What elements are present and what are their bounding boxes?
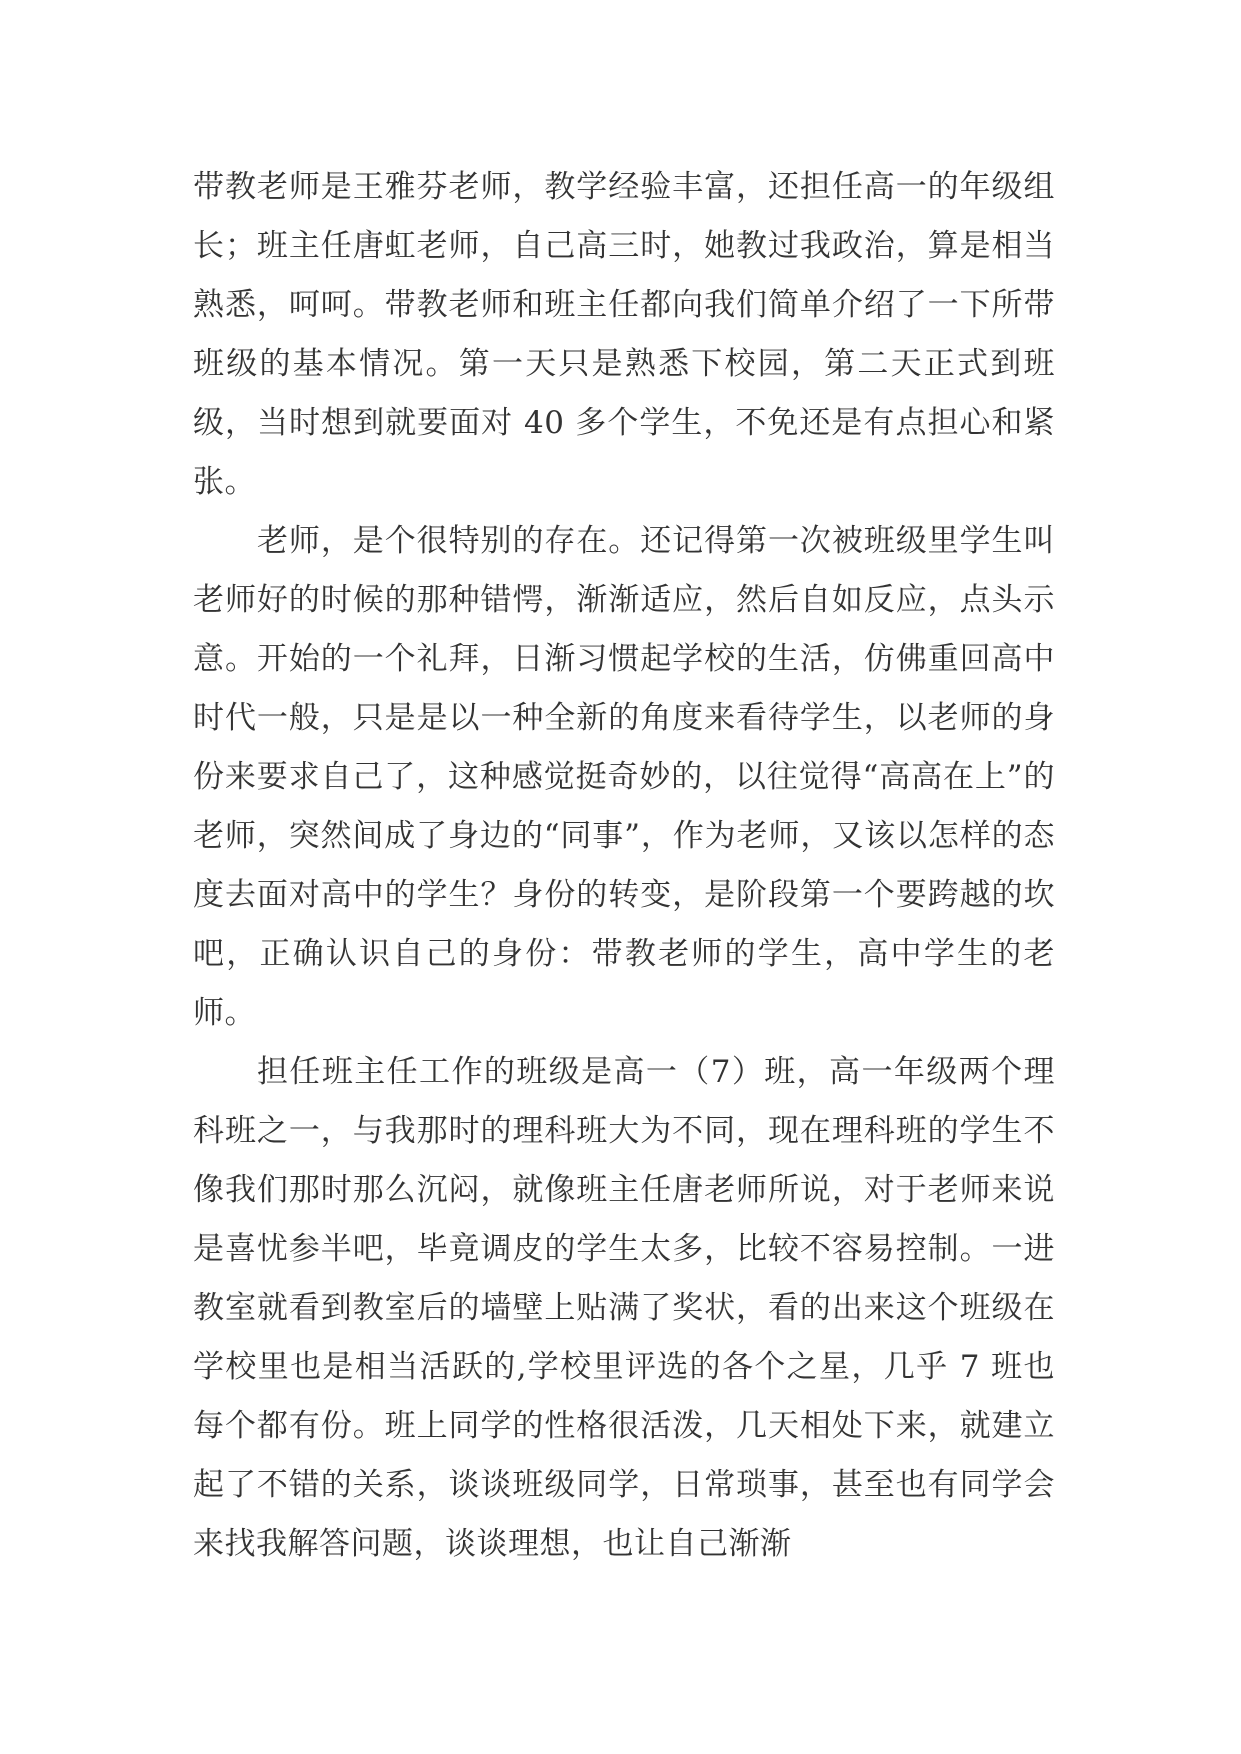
document-body <box>193 158 1055 1574</box>
paragraph-2: 老师，是个很特别的存在。还记得第一次被班级里学生叫老师好的时候的那种错愕，渐渐适应，然后自如反应，点头示意。开始的一个礼拜，日渐习惯起学校的生活，仿佛重回高中时代一般，只是是以一种全新的角度来看待学生，以老师的身份来要求自己了，这种感觉挺奇妙的，以往觉得“高高在上”的老师，突然间成了身边的“同事”，作为老师，又该以怎样的态度去面对高中的学生？身份的转变，是阶段第一个要跨越的坎吧，正确认识自己的身份：带教老师的学生，高中学生的老师。 <box>193 523 1055 1031</box>
paragraph-1: 带教老师是王雅芬老师，教学经验丰富，还担任高一的年级组长；班主任唐虹老师，自己高三时，她教过我政治，算是相当熟悉，呵呵。带教老师和班主任都向我们简单介绍了一下所带班级的基本情况。第一天只是熟悉下校园，第二天正式到班级，当时想到就要面对 40 多个学生，不免还是有点担心和紧张。 <box>193 169 1055 500</box>
paragraph-3: 担任班主任工作的班级是高一（7）班，高一年级两个理科班之一，与我那时的理科班大为不同，现在理科班的学生不像我们那时那么沉闷，就像班主任唐老师所说，对于老师来说是喜忧参半吧，毕竟调皮的学生太多，比较不容易控制。一进教室就看到教室后的墙壁上贴满了奖状，看的出来这个班级在学校里也是相当活跃的,学校里评选的各个之星，几乎 7 班也每个都有份。班上同学的性格很活泼，几天相处下来，就建立起了不错的关系，谈谈班级同学，日常琐事，甚至也有同学会来找我解答问题，谈谈理想，也让自己渐渐 <box>193 1054 1055 1562</box>
